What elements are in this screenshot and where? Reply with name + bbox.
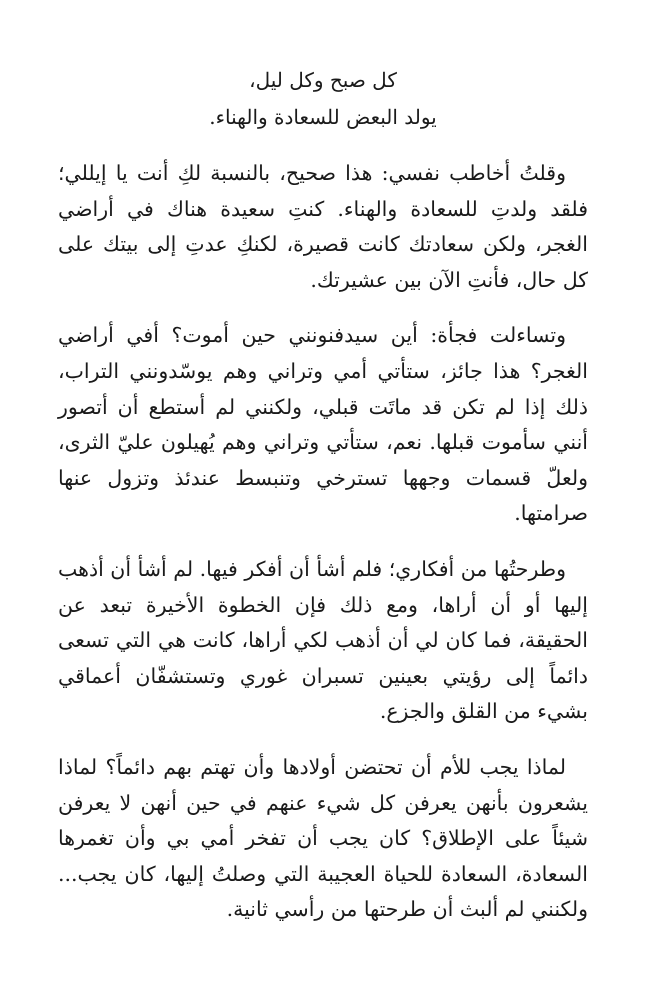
paragraph-1: وقلتُ أخاطب نفسي: هذا صحيح، بالنسبة لكِ أنت يا إيللي؛ فلقد ولدتِ للسعادة والهناء. كنتِ سعيدة هناك في أراضي الغجر، ولكن سعادتك كانت قصيرة، لكنكِ عدتِ إلى بيتك على كل حال، فأنتِ الآن بين عشيرتك.: [58, 161, 588, 292]
paragraph-3: وطرحتُها من أفكاري؛ فلم أشأ أن أفكر فيها. لم أشأ أن أذهب إليها أو أن أراها، ومع ذلك فإن الخطوة الأخيرة تبعد عن الحقيقة، فما كان لي أن أذهب لكي أراها، كانت هي التي تسعى دائماً إلى رؤيتي بعينين تسبران غوري وتستشفّان أعماقي بشيء من القلق والجزع.: [58, 556, 588, 724]
paragraph-4: لماذا يجب للأم أن تحتضن أولادها وأن تهتم بهم دائماً؟ لماذا يشعرون بأنهن يعرفن كل شيء عنهم في حين أنهن لا يعرفن شيئاً على الإطلاق؟ كان يجب أن تفخر أمي بي وأن تغمرها السعادة، السعادة للحياة العجيبة التي وصلتُ إليها، كان يجب... ولكنني لم ألبث أن طرحتها من رأسي ثانية.: [58, 754, 588, 922]
poem-verse: [58, 62, 588, 136]
poem-line-1: كل صبح وكل ليل،: [249, 68, 397, 92]
paragraph-2: وتساءلت فجأة: أين سيدفنونني حين أموت؟ أفي أراضي الغجر؟ هذا جائز، ستأتي أمي وتراني وهم يوسّدونني التراب، ذلك إذا لم تكن قد ماتَت قبلي، ولكنني لم أستطع أن أتصور أنني سأموت قبلها. نعم، ستأتي وتراني وهم يُهيلون عليّ الثرى، ولعلّ قسمات وجهها تسترخي وتنبسط عندئذ وتزول عنها صرامتها.: [58, 323, 588, 526]
poem-line-2: يولد البعض للسعادة والهناء.: [209, 105, 437, 129]
